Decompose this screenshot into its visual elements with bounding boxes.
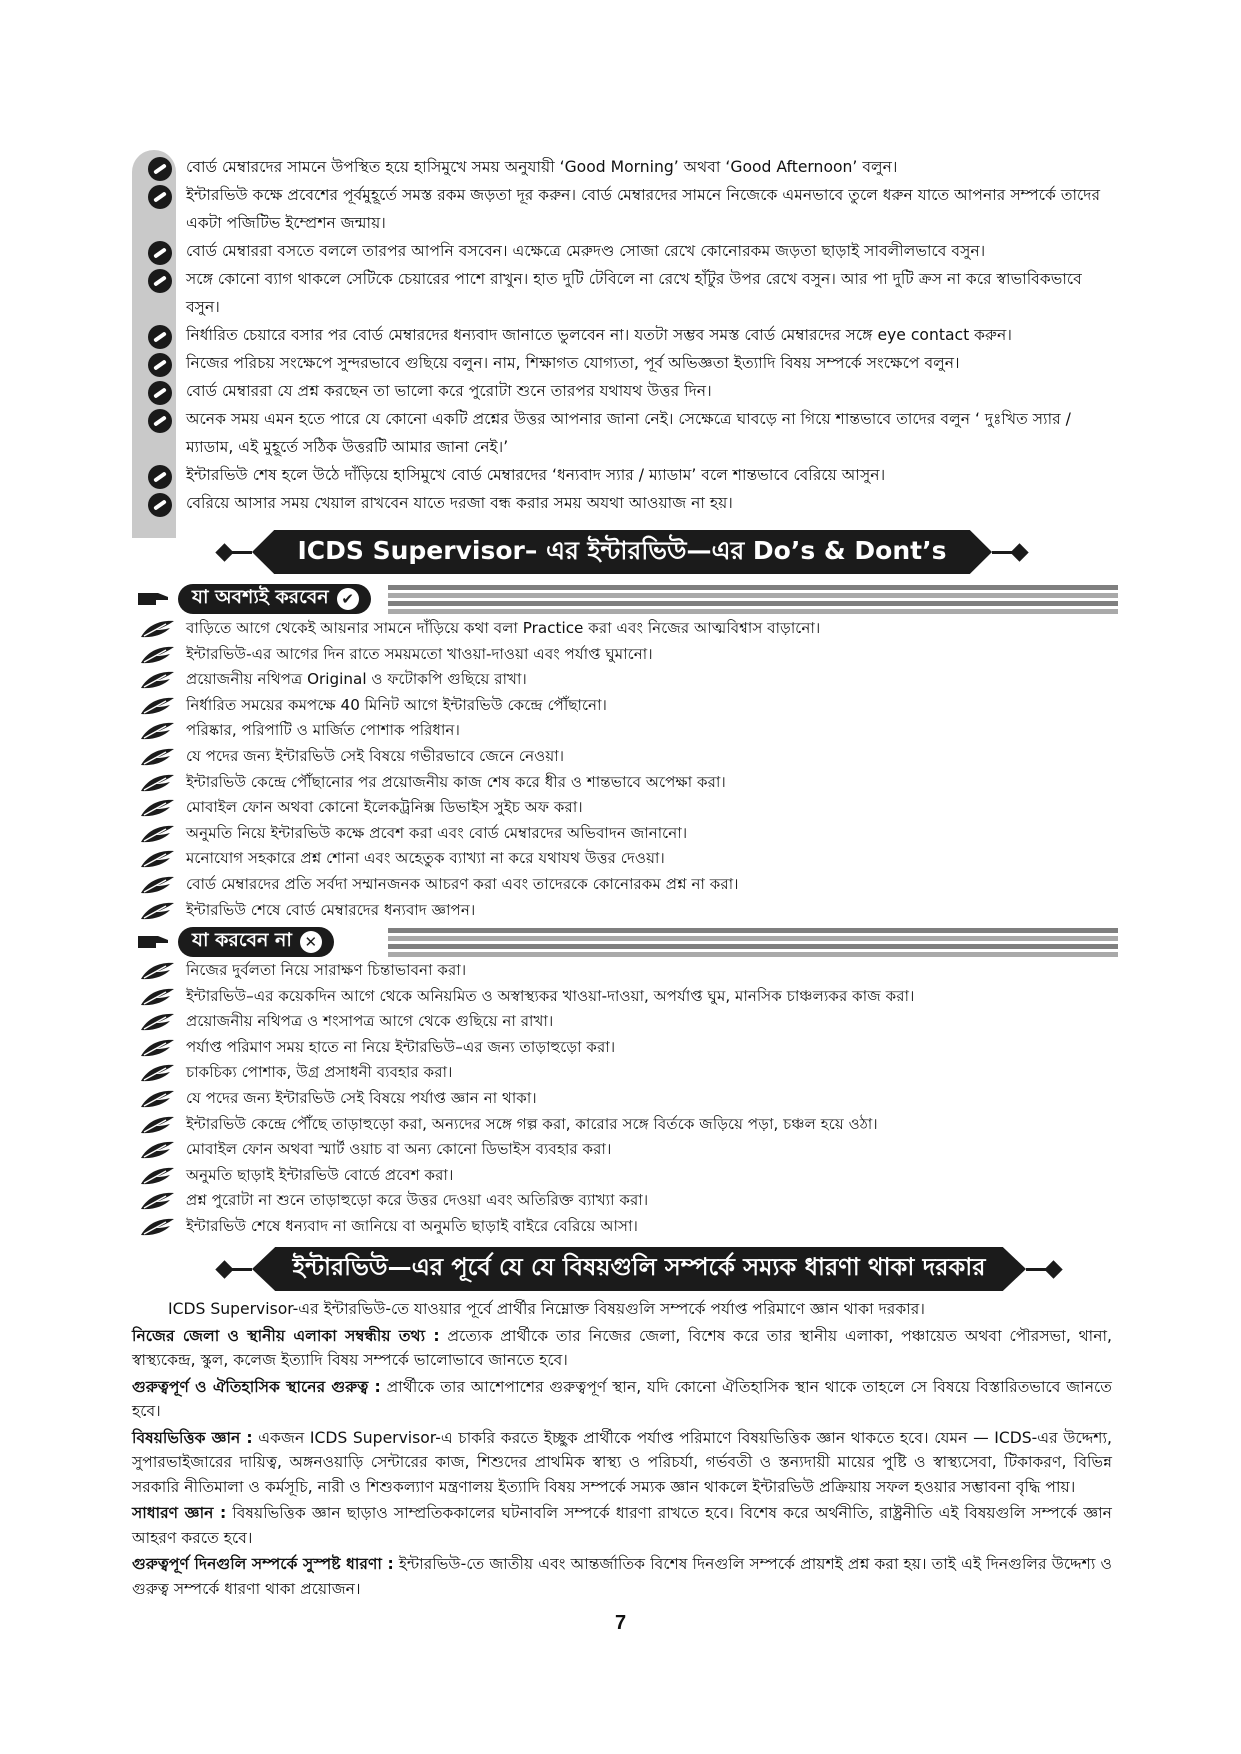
list-item [140, 1086, 1120, 1112]
pen-bullet-icon [148, 381, 172, 405]
knowledge-paragraph [132, 1426, 1112, 1500]
quill-bullet-icon [140, 1191, 176, 1211]
list-item-text: মোবাইল ফোন অথবা কোনো ইলেকট্রনিক্স ডিভাইস সুইচ অফ করা। [186, 798, 583, 817]
quill-bullet-icon [140, 1166, 176, 1186]
header-stripes [388, 585, 1118, 615]
prerequisites-banner [218, 1247, 1060, 1291]
quill-bullet-icon [140, 645, 176, 665]
dont-heading-pill [178, 927, 334, 957]
quill-bullet-icon [140, 773, 176, 793]
quill-bullet-icon [140, 696, 176, 716]
list-item-text: ইন্টারভিউ কেন্দ্রে পৌঁছানোর পর প্রয়োজনীয় কাজ শেষ করে ধীর ও শান্তভাবে অপেক্ষা করা। [186, 772, 726, 791]
list-item [140, 616, 1120, 642]
list-item-text: মোবাইল ফোন অথবা স্মার্ট ওয়াচ বা অন্য কোনো ডিভাইস ব্যবহার করা। [186, 1140, 612, 1159]
list-item [140, 718, 1120, 744]
list-item [140, 1163, 1120, 1189]
paragraph-text: প্রার্থীকে তার আশেপাশের গুরুত্বপূর্ণ স্থান, যদি কোনো ঐতিহাসিক স্থান থাকে তাহলে সে বিষয়ে বিস্তারিতভাবে জানতে হবে। [132, 1377, 1113, 1420]
list-item [140, 1035, 1120, 1061]
list-item-text: বাড়িতে আগে থেকেই আয়নার সামনে দাঁড়িয়ে কথা বলা Practice করা এবং নিজের আত্মবিশ্বাস বাড়ানো। [186, 619, 821, 637]
banner-diamond-icon [1044, 1260, 1062, 1278]
pen-bullet-icon [148, 325, 172, 349]
list-item [140, 642, 1120, 668]
dont-heading: যা করবেন না [192, 929, 292, 951]
knowledge-paragraph [132, 1501, 1112, 1550]
list-item-text: পর্যাপ্ত পরিমাণ সময় হাতে না নিয়ে ইন্টারভিউ–এর জন্য তাড়াহুড়ো করা। [186, 1037, 616, 1056]
list-item [140, 984, 1120, 1010]
list-item [140, 1188, 1120, 1214]
list-item-text: যে পদের জন্য ইন্টারভিউ সেই বিষয়ে গভীরভাবে জেনে নেওয়া। [186, 746, 565, 765]
tip-item [148, 461, 1118, 489]
paragraph-heading: গুরুত্বপূর্ণ দিনগুলি সম্পর্কে সুস্পষ্ট ধারণা : [132, 1555, 394, 1573]
tips-list [148, 153, 1118, 517]
tip-item [148, 321, 1118, 349]
quill-bullet-icon [140, 1063, 176, 1083]
paragraph-heading: বিষয়ভিত্তিক জ্ঞান : [132, 1428, 253, 1447]
list-item [140, 770, 1120, 796]
pen-bullet-icon [148, 353, 172, 377]
list-item-text: ইন্টারভিউ–এর কয়েকদিন আগে থেকে অনিয়মিত ও অস্বাস্থ্যকর খাওয়া-দাওয়া, অপর্যাপ্ত ঘুম, মানসিক চাঞ্চল্যকর কাজ করা। [186, 986, 915, 1005]
tip-text: অনেক সময় এমন হতে পারে যে কোনো একটি প্রশ্নের উত্তর আপনার জানা নেই। সেক্ষেত্রে ঘাবড়ে না গিয়ে শান্তভাবে তাদের বলুন ‘ দুঃখিত স্যার / ম্যাডাম, এই মুহূর্তে সঠিক উত্তরটি আমার জানা নেই।’ [186, 410, 1071, 456]
tip-item [148, 265, 1118, 321]
list-item-text: বোর্ড মেম্বারদের প্রতি সর্বদা সম্মানজনক আচরণ করা এবং তাদেরকে কোনোরকম প্রশ্ন না করা। [186, 874, 739, 893]
quill-bullet-icon [140, 901, 176, 921]
dont-section-header [138, 925, 1118, 959]
do-heading: যা অবশ্যই করবেন [192, 586, 329, 608]
quill-bullet-icon [140, 961, 176, 981]
tip-item [148, 349, 1118, 377]
intro-paragraph: ICDS Supervisor-এর ইন্টারভিউ-তে যাওয়ার পূর্বে প্রার্থীর নিম্নোক্ত বিষয়গুলি সম্পর্কে পর্যাপ্ত পরিমাণে জ্ঞান থাকা দরকার। [168, 1300, 925, 1318]
pen-bullet-icon [148, 409, 172, 433]
quill-bullet-icon [140, 824, 176, 844]
quill-bullet-icon [140, 798, 176, 818]
tip-item [148, 153, 1118, 181]
tip-text: সঙ্গে কোনো ব্যাগ থাকলে সেটিকে চেয়ারের পাশে রাখুন। হাত দুটি টেবিলে না রেখে হাঁটুর উপর রেখে বসুন। আর পা দুটি ক্রস না করে স্বাভাবিকভাবে বসুন। [186, 270, 1082, 316]
list-item-text: নির্ধারিত সময়ের কমপক্ষে 40 মিনিট আগে ইন্টারভিউ কেন্দ্রে পৌঁছানো। [186, 695, 607, 714]
tip-text: নির্ধারিত চেয়ারে বসার পর বোর্ড মেম্বারদের ধন্যবাদ জানাতে ভুলবেন না। যতটা সম্ভব সমস্ত বোর্ড মেম্বারদের সঙ্গে eye contact করুন। [186, 326, 1012, 344]
list-item-text: নিজের দুর্বলতা নিয়ে সারাক্ষণ চিন্তাভাবনা করা। [186, 961, 467, 979]
banner-title: ICDS Supervisor– এর ইন্টারভিউ—এর Do’s & Dont’s [297, 535, 947, 565]
quill-bullet-icon [140, 1012, 176, 1032]
list-item [140, 872, 1120, 898]
pen-bullet-icon [148, 465, 172, 489]
paragraph-heading: গুরুত্বপূর্ণ ও ঐতিহাসিক স্থানের গুরুত্ব : [132, 1377, 381, 1396]
quill-bullet-icon [140, 875, 176, 895]
tip-item [148, 237, 1118, 265]
quill-bullet-icon [140, 619, 176, 639]
dos-donts-banner [218, 530, 1026, 574]
header-stripes [388, 928, 1118, 958]
paragraph-text: বিষয়ভিত্তিক জ্ঞান ছাড়াও সাম্প্রতিককালের ঘটনাবলি সম্পর্কে ধারণা রাখতে হবে। বিশেষ করে অর্থনীতি, রাষ্ট্রনীতি এই বিষয়গুলি সম্পর্কে জ্ঞান আহরণ করতে হবে। [132, 1504, 1112, 1547]
banner-title: ইন্টারভিউ—এর পূর্বে যে যে বিষয়গুলি সম্পর্কে সম্যক ধারণা থাকা দরকার [292, 1253, 986, 1281]
list-item-text: ইন্টারভিউ শেষে ধন্যবাদ না জানিয়ে বা অনুমতি ছাড়াই বাইরে বেরিয়ে আসা। [186, 1216, 638, 1235]
quill-bullet-icon [140, 1140, 176, 1160]
list-item-text: প্রয়োজনীয় নথিপত্র Original ও ফটোকপি গুছিয়ে রাখা। [186, 670, 527, 689]
pen-bullet-icon [148, 493, 172, 517]
list-item-text: অনুমতি ছাড়াই ইন্টারভিউ বোর্ডে প্রবেশ করা। [186, 1165, 454, 1184]
knowledge-paragraphs [132, 1324, 1112, 1602]
tip-text: বেরিয়ে আসার সময় খেয়াল রাখবেন যাতে দরজা বন্ধ করার সময় অযথা আওয়াজ না হয়। [186, 494, 733, 512]
list-item [140, 1214, 1120, 1240]
list-item [140, 821, 1120, 847]
pointing-hand-icon [138, 588, 170, 610]
list-item-text: প্রশ্ন পুরোটা না শুনে তাড়াহুড়ো করে উত্তর দেওয়া এবং অতিরিক্ত ব্যাখ্যা করা। [186, 1191, 649, 1210]
paragraph-heading: নিজের জেলা ও স্থানীয় এলাকা সম্বন্ধীয় তথ্য : [132, 1326, 440, 1345]
quill-bullet-icon [140, 670, 176, 690]
tip-text: বোর্ড মেম্বাররা যে প্রশ্ন করছেন তা ভালো করে পুরোটা শুনে তারপর যথাযথ উত্তর দিন। [186, 382, 712, 400]
list-item [140, 1009, 1120, 1035]
pen-bullet-icon [148, 241, 172, 265]
tip-text: ইন্টারভিউ কক্ষে প্রবেশের পূর্বমুহূর্তে সমস্ত রকম জড়তা দূর করুন। বোর্ড মেম্বারদের সামনে নিজেকে এমনভাবে তুলে ধরুন যাতে আপনার সম্পর্কে তাদের একটা পজিটিভ ইম্প্রেশন জন্মায়। [186, 186, 1101, 232]
tip-text: বোর্ড মেম্বাররা বসতে বললে তারপর আপনি বসবেন। এক্ষেত্রে মেরুদণ্ড সোজা রেখে কোনোরকম জড়তা ছাড়াই সাবলীলভাবে বসুন। [186, 242, 986, 260]
tip-item [148, 181, 1118, 237]
list-item-text: প্রয়োজনীয় নথিপত্র ও শংসাপত্র আগে থেকে গুছিয়ে না রাখা। [186, 1012, 554, 1031]
do-heading-pill [178, 584, 371, 614]
list-item-text: ইন্টারভিউ কেন্দ্রে পৌঁছে তাড়াহুড়ো করা, অন্যদের সঙ্গে গল্প করা, কারোর সঙ্গে বির্তকে জড়িয়ে পড়া, চঞ্চল হয়ে ওঠা। [186, 1114, 878, 1133]
tip-text: নিজের পরিচয় সংক্ষেপে সুন্দরভাবে গুছিয়ে বলুন। নাম, শিক্ষাগত যোগ্যতা, পূর্ব অভিজ্ঞতা ইত্যাদি বিষয় সম্পর্কে সংক্ষেপে বলুন। [186, 354, 960, 372]
knowledge-paragraph [132, 1552, 1112, 1601]
quill-bullet-icon [140, 721, 176, 741]
list-item-text: ইন্টারভিউ শেষে বোর্ড মেম্বারদের ধন্যবাদ জ্ঞাপন। [186, 900, 476, 919]
list-item-text: ইন্টারভিউ-এর আগের দিন রাতে সময়মতো খাওয়া-দাওয়া এবং পর্যাপ্ত ঘুমানো। [186, 644, 653, 663]
list-item [140, 667, 1120, 693]
quill-bullet-icon [140, 849, 176, 869]
dont-list [140, 958, 1120, 1240]
list-item [140, 958, 1120, 984]
pen-bullet-icon [148, 157, 172, 181]
do-list [140, 616, 1120, 923]
knowledge-paragraph [132, 1324, 1112, 1373]
quill-bullet-icon [140, 1089, 176, 1109]
tip-item [148, 377, 1118, 405]
paragraph-text: প্রত্যেক প্রার্থীকে তার নিজের জেলা, বিশেষ করে তার স্থানীয় এলাকা, পঞ্চায়েত অথবা পৌরসভা, থানা, স্বাস্থ্যকেন্দ্র, স্কুল, কলেজ ইত্যাদি বিষয় সম্পর্কে ভালোভাবে জানতে হবে। [132, 1326, 1112, 1369]
checkmark-icon: ✔ [337, 588, 359, 610]
quill-bullet-icon [140, 1038, 176, 1058]
knowledge-paragraph [132, 1375, 1112, 1424]
list-item [140, 795, 1120, 821]
pointing-hand-icon [138, 931, 170, 953]
list-item-text: মনোযোগ সহকারে প্রশ্ন শোনা এবং অহেতুক ব্যাখ্যা না করে যথাযথ উত্তর দেওয়া। [186, 849, 665, 868]
tip-item [148, 405, 1118, 461]
list-item [140, 744, 1120, 770]
quill-bullet-icon [140, 987, 176, 1007]
list-item-text: পরিষ্কার, পরিপাটি ও মার্জিত পোশাক পরিধান। [186, 721, 460, 740]
page-number: 7 [614, 1612, 627, 1634]
list-item [140, 1112, 1120, 1138]
list-item-text: অনুমতি নিয়ে ইন্টারভিউ কক্ষে প্রবেশ করা এবং বোর্ড মেম্বারদের অভিবাদন জানানো। [186, 823, 688, 842]
list-item-text: যে পদের জন্য ইন্টারভিউ সেই বিষয়ে পর্যাপ্ত জ্ঞান না থাকা। [186, 1088, 537, 1107]
tip-item [148, 489, 1118, 517]
quill-bullet-icon [140, 1217, 176, 1237]
list-item [140, 693, 1120, 719]
tip-text: ইন্টারভিউ শেষ হলে উঠে দাঁড়িয়ে হাসিমুখে বোর্ড মেম্বারদের ‘ধন্যবাদ স্যার / ম্যাডাম’ বলে শান্তভাবে বেরিয়ে আসুন। [186, 466, 886, 484]
cross-icon: ✕ [300, 931, 322, 953]
paragraph-text: ইন্টারভিউ-তে জাতীয় এবং আন্তর্জাতিক বিশেষ দিনগুলি সম্পর্কে প্রায়শই প্রশ্ন করা হয়। তাই এই দিনগুলির উদ্দেশ্য ও গুরুত্ব সম্পর্কে ধারণা থাকা প্রয়োজন। [132, 1555, 1113, 1598]
tip-text: বোর্ড মেম্বারদের সামনে উপস্থিত হয়ে হাসিমুখে সময় অনুযায়ী ‘Good Morning’ অথবা ‘Good Afternoon’ বলুন। [186, 158, 898, 176]
pen-bullet-icon [148, 269, 172, 293]
banner-diamond-icon [1010, 543, 1028, 561]
list-item [140, 1060, 1120, 1086]
do-section-header [138, 582, 1118, 616]
list-item [140, 898, 1120, 924]
pen-bullet-icon [148, 185, 172, 209]
quill-bullet-icon [140, 747, 176, 767]
list-item-text: চাকচিক্য পোশাক, উগ্র প্রসাধনী ব্যবহার করা। [186, 1063, 453, 1082]
knowledge-section [132, 1297, 1112, 1603]
paragraph-text: একজন ICDS Supervisor-এ চাকরি করতে ইচ্ছুক প্রার্থীকে পর্যাপ্ত পরিমাণে বিষয়ভিত্তিক জ্ঞান থাকতে হবে। যেমন — ICDS-এর উদ্দেশ্য, সুপারভাইজারের দায়িত্ব, অঙ্গনওয়াড়ি সেন্টারের কাজ, শিশুদের প্রাথমিক স্বাস্থ্য ও পরিচর্যা, গর্ভবতী ও স্তন্যদায়ী মায়ের পুষ্টি ও স্বাস্থ্যসেবা, টিকাকরণ, বিভিন্ন সরকারি নীতিমালা ও কর্মসূচি, নারী ও শিশুকল্যাণ মন্ত্রণালয় ইত্যাদি বিষয় সম্পর্কে সম্যক জ্ঞান থাকলে ইন্টারভিউ প্রক্রিয়ায় সফল হওয়ার সম্ভাবনা বৃদ্ধি পায়। [132, 1428, 1112, 1496]
list-item [140, 846, 1120, 872]
paragraph-heading: সাধারণ জ্ঞান : [132, 1504, 227, 1522]
list-item [140, 1137, 1120, 1163]
quill-bullet-icon [140, 1115, 176, 1135]
